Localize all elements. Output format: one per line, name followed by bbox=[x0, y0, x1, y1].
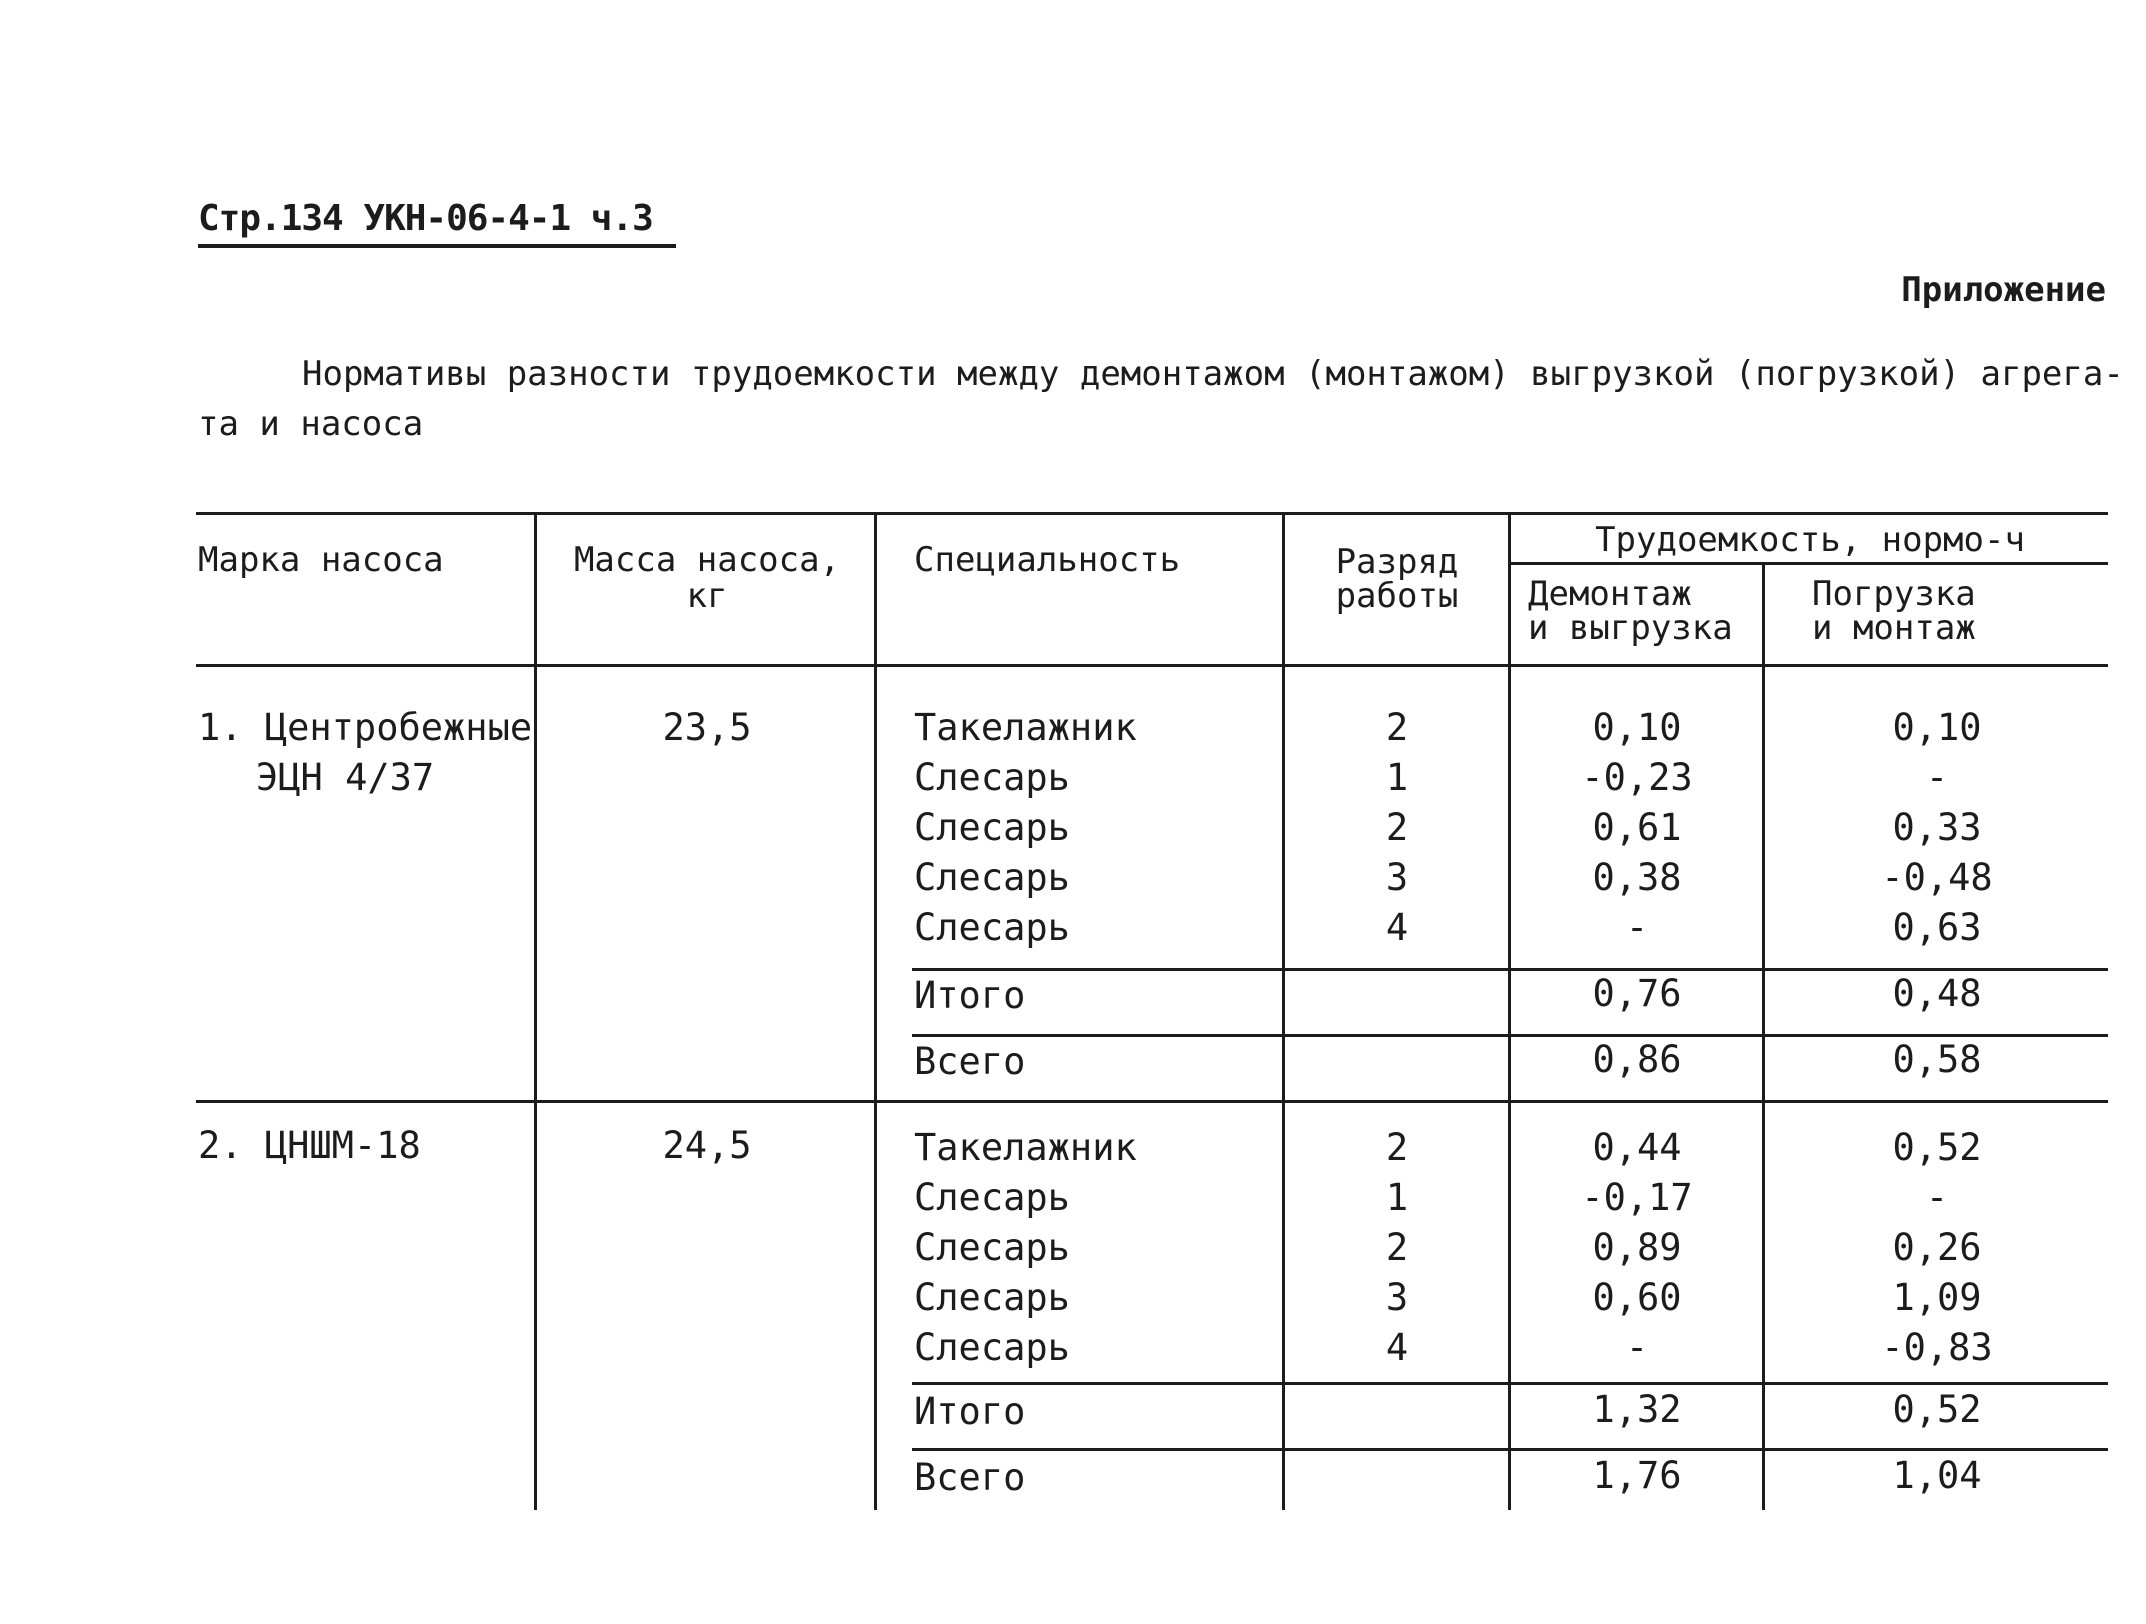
g2-subtotal-loading: 0,52 bbox=[1892, 1388, 1982, 1431]
header-specialty: Специальность bbox=[914, 540, 1181, 580]
g2-r2-grade: 2 bbox=[1385, 1226, 1409, 1269]
g1-subtotal-dismantle: 0,76 bbox=[1592, 972, 1682, 1015]
col-rule-3 bbox=[1282, 512, 1285, 1510]
g2-r0-grade: 2 bbox=[1385, 1126, 1409, 1169]
col-rule-2 bbox=[874, 512, 877, 1510]
header-labor: Трудоемкость, нормо-ч bbox=[1595, 520, 2025, 560]
g2-r2-loading: 0,26 bbox=[1892, 1226, 1982, 1269]
header-loading-line2: и монтаж bbox=[1812, 608, 1976, 648]
g1-r3-dismantle: 0,38 bbox=[1592, 856, 1682, 899]
col-rule-1 bbox=[534, 512, 537, 1510]
g2-total-dismantle: 1,76 bbox=[1592, 1454, 1682, 1497]
g2-r4-dismantle: - bbox=[1625, 1326, 1649, 1369]
g1-r4-spec: Слесарь bbox=[914, 906, 1070, 949]
g2-subtotal-label: Итого bbox=[914, 1390, 1026, 1433]
header-mass-line1: Масса насоса, bbox=[573, 540, 841, 580]
g1-r0-grade: 2 bbox=[1385, 706, 1409, 749]
g2-r0-loading: 0,52 bbox=[1892, 1126, 1982, 1169]
header-grade-line2: работы bbox=[1335, 576, 1459, 616]
g1-r2-dismantle: 0,61 bbox=[1592, 806, 1682, 849]
g2-r1-grade: 1 bbox=[1385, 1176, 1409, 1219]
header-grade-line1: Разряд bbox=[1335, 542, 1459, 582]
group-separator-rule bbox=[196, 1100, 2108, 1103]
g1-r1-dismantle: -0,23 bbox=[1581, 756, 1693, 799]
g1-r0-dismantle: 0,10 bbox=[1592, 706, 1682, 749]
g2-r2-dismantle: 0,89 bbox=[1592, 1226, 1682, 1269]
g1-r3-spec: Слесарь bbox=[914, 856, 1070, 899]
g1-r2-loading: 0,33 bbox=[1892, 806, 1982, 849]
g2-r3-spec: Слесарь bbox=[914, 1276, 1070, 1319]
g1-r4-grade: 4 bbox=[1385, 906, 1409, 949]
g1-name-line2: ЭЦН 4/37 bbox=[256, 756, 435, 799]
g1-total-loading: 0,58 bbox=[1892, 1038, 1982, 1081]
g1-r1-loading: - bbox=[1925, 756, 1949, 799]
g2-r3-dismantle: 0,60 bbox=[1592, 1276, 1682, 1319]
col-rule-4 bbox=[1508, 512, 1511, 1510]
g1-r3-loading: -0,48 bbox=[1881, 856, 1993, 899]
g1-total-label: Всего bbox=[914, 1040, 1026, 1083]
g2-total-loading: 1,04 bbox=[1892, 1454, 1982, 1497]
header-mass-line2: кг bbox=[686, 576, 728, 616]
g2-subtotal-dismantle: 1,32 bbox=[1592, 1388, 1682, 1431]
g2-r4-spec: Слесарь bbox=[914, 1326, 1070, 1369]
g2-r0-dismantle: 0,44 bbox=[1592, 1126, 1682, 1169]
header-loading-line1: Погрузка bbox=[1812, 574, 1976, 614]
g2-r1-loading: - bbox=[1925, 1176, 1949, 1219]
g2-r3-grade: 3 bbox=[1385, 1276, 1409, 1319]
g2-r1-dismantle: -0,17 bbox=[1581, 1176, 1693, 1219]
intro-line-2: та и насоса bbox=[198, 404, 424, 444]
g2-mass: 24,5 bbox=[662, 1124, 752, 1167]
g1-r1-spec: Слесарь bbox=[914, 756, 1070, 799]
g2-r4-loading: -0,83 bbox=[1881, 1326, 1993, 1369]
g2-total-label: Всего bbox=[914, 1456, 1026, 1499]
g2-r4-grade: 4 bbox=[1385, 1326, 1409, 1369]
g1-r0-loading: 0,10 bbox=[1892, 706, 1982, 749]
g1-mass: 23,5 bbox=[662, 706, 752, 749]
g1-r4-dismantle: - bbox=[1625, 906, 1649, 949]
header-bottom-rule bbox=[196, 664, 2108, 667]
g1-subtotal-loading: 0,48 bbox=[1892, 972, 1982, 1015]
col-rule-5 bbox=[1762, 562, 1765, 1510]
header-dismantle-line1: Демонтаж bbox=[1528, 574, 1692, 614]
table-top-rule bbox=[196, 512, 2108, 515]
page-header-underline bbox=[198, 244, 676, 248]
labor-header-rule bbox=[1510, 562, 2108, 565]
g2-r1-spec: Слесарь bbox=[914, 1176, 1070, 1219]
g1-r2-spec: Слесарь bbox=[914, 806, 1070, 849]
g1-r4-loading: 0,63 bbox=[1892, 906, 1982, 949]
g1-r1-grade: 1 bbox=[1385, 756, 1409, 799]
g1-r3-grade: 3 bbox=[1385, 856, 1409, 899]
g2-name-line1: 2. ЦНШМ-18 bbox=[198, 1124, 421, 1167]
g1-r2-grade: 2 bbox=[1385, 806, 1409, 849]
g1-subtotal-label: Итого bbox=[914, 974, 1026, 1017]
page-header: Стр.134 УКН-06-4-1 ч.3 bbox=[198, 198, 653, 239]
header-pump-brand: Марка насоса bbox=[198, 540, 444, 580]
g2-r0-spec: Такелажник bbox=[914, 1126, 1137, 1169]
appendix-label: Приложение bbox=[1901, 270, 2106, 310]
g2-r2-spec: Слесарь bbox=[914, 1226, 1070, 1269]
header-dismantle-line2: и выгрузка bbox=[1528, 608, 1733, 648]
g1-r0-spec: Такелажник bbox=[914, 706, 1137, 749]
g2-r3-loading: 1,09 bbox=[1892, 1276, 1982, 1319]
g1-name-line1: 1. Центробежные bbox=[198, 706, 533, 749]
g1-total-dismantle: 0,86 bbox=[1592, 1038, 1682, 1081]
intro-line-1: Нормативы разности трудоемкости между демонтажом (монтажом) выгрузкой (погрузкой) агрега- bbox=[302, 354, 2124, 394]
